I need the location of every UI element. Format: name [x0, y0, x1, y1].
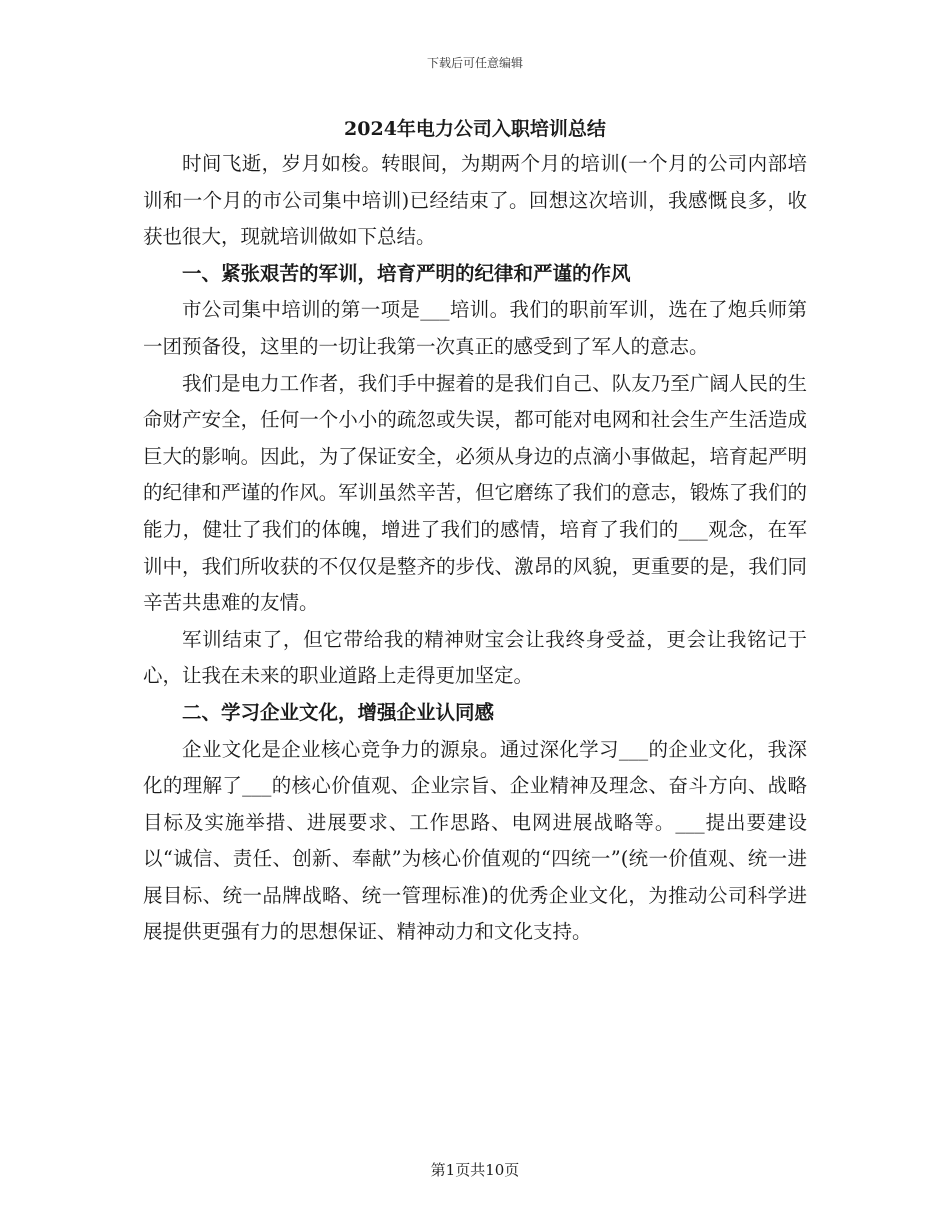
- document-title: 2024年电力公司入职培训总结: [344, 118, 606, 140]
- section-1-paragraph: 市公司集中培训的第一项是___培训。我们的职前军训，选在了炮兵师第一团预备役，这里的一切让我第一次真正的感受到了军人的意志。: [143, 298, 807, 358]
- section-heading-2: 二、学习企业文化，增强企业认同感: [182, 700, 495, 724]
- section-2-paragraph: 企业文化是企业核心竞争力的源泉。通过深化学习___的企业文化，我深化的理解了___的核心价值观、企业宗旨、企业精神及理念、奋斗方向、战略目标及实施举措、进展要求、工作思路、电网进展战略等。___提出要建设以“诚信、责任、创新、奉献”为核心价值观的“四统一”(统一价值观、统一进展目标、统一品牌战略、统一管理标准)的优秀企业文化，为推动公司科学进展提供更强有力的思想保证、精神动力和文化支持。: [143, 737, 807, 944]
- intro-paragraph: 时间飞逝，岁月如梭。转眼间，为期两个月的培训(一个月的公司内部培训和一个月的市公司集中培训)已经结束了。回想这次培训，我感慨良多，收获也很大，现就培训做如下总结。: [143, 152, 807, 249]
- section-1-paragraph: 军训结束了，但它带给我的精神财宝会让我终身受益，更会让我铭记于心，让我在未来的职业道路上走得更加坚定。: [143, 627, 807, 688]
- section-heading-1: 一、紧张艰苦的军训，培育严明的纪律和严谨的作风: [182, 261, 631, 285]
- page-footer: 第1页共10页: [430, 1161, 520, 1179]
- section-1-paragraph: 我们是电力工作者，我们手中握着的是我们自己、队友乃至广阔人民的生命财产安全，任何一个小小的疏忽或失误，都可能对电网和社会生产生活造成巨大的影响。因此，为了保证安全，必须从身边的点滴小事做起，培育起严明的纪律和严谨的作风。军训虽然辛苦，但它磨练了我们的意志，锻炼了我们的能力，健壮了我们的体魄，增进了我们的感情，培育了我们的___观念，在军训中，我们所收获的不仅仅是整齐的步伐、激昂的风貌，更重要的是，我们同辛苦共患难的友情。: [143, 371, 807, 615]
- header-note: 下载后可任意编辑: [426, 56, 523, 70]
- document-body: [143, 146, 807, 951]
